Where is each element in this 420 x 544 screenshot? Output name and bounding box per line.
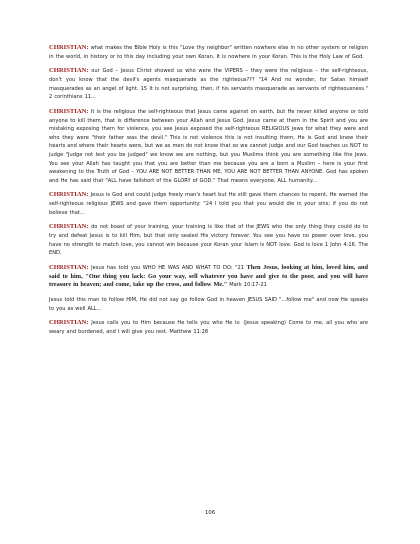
paragraph-7	[49, 296, 368, 313]
paragraph-4	[49, 191, 368, 217]
speaker-label: CHRISTIAN:	[49, 107, 89, 115]
speaker-label: CHRISTIAN:	[49, 191, 89, 199]
paragraph-text: what makes the Bible Holy is this "Love thy neighbor" written nowhere else in no other system or religion in the world, in history or to this day including your own Koran. It is nowhere in your Koran. This is the Holy Law of God.	[49, 45, 368, 60]
paragraph-3	[49, 108, 368, 185]
bible-quote-bold: Then Jesus, looking at him, loved him, and said to him, "One thing you lack: Go your way, sell whatever you have and give to the poor, and you will have treasure in heaven; and come, take up the cross, and follow Me."	[49, 264, 369, 289]
paragraph-6	[49, 264, 368, 290]
paragraph-8	[49, 319, 368, 336]
paragraph-text: Jesus has told you WHO HE WAS AND WHAT TO DO: "21	[88, 265, 247, 271]
speaker-label: CHRISTIAN:	[49, 223, 89, 231]
paragraph-text: Jesus is God and could judge freely man's heart but He still gave them chances to repent, He warned the self-righteous religious JEWS and gave them opportunity: "24 I told you that you would die in your sins; if you do not believe that...	[49, 192, 368, 216]
paragraph-5	[49, 223, 368, 257]
paragraph-text: do not boast of your training, your training is like that of the JEWS who the only thing they could do to try and defeat Jesus is to kill Him, but that only sealed His victory forever. You see you have no power over love, you have no strength to match love, you cannot win because your Koran your Islam is NOT love. God is love 1 John 4:16. The END.	[49, 224, 368, 257]
scripture-reference: Mark 10:17-21	[227, 282, 267, 289]
paragraph-text: It is the religious the self-righteous that Jesus came against on earth, but He never killed anyone or told anyone to kill them, that is difference between your Allah and Jesus God. Jesus came at them in the Spirit and you are mistaking exposing them for violence, you see Jesus exposed the self-righteous RELIGIOUS Jews for what they were and who they were "their father was the devil." This is not violence this is not insulting them, He is God and knew their hearts and where their hearts were, but we as men do not know that so we cannot judge and our God teaches us NOT to judge "Judge not lest you be judged" we know we are nothing, but you Muslims think you are something like the Jews. You see your Allah has taught you that you are better than me because you are a born a Muslim – here is your first awakening to the Truth of God – YOU ARE NOT BETTER THAN ME, YOU ARE NOT BETTER THAN ANYONE. God has spoken and He has said that "ALL have fallshort of the GLORY of GOD." That means everyone, ALL humanity...	[49, 108, 368, 184]
paragraph-text: Jesus calls you to Him because He tells you who He is: (Jesus speaking) Come to me, all you who are weary and burdened, and I will give you rest. Matthew 11:28	[49, 320, 368, 335]
paragraph-1	[49, 44, 368, 61]
page-number: 106	[204, 510, 216, 516]
speaker-label: CHRISTIAN:	[49, 319, 89, 327]
paragraph-text: our God – Jesus Christ showed us who were the VIPERS – they were the religious – the self-righteous, don't you know that the devil's agents masquerade as the righteous??? "14 And no wonder, for Satan himself masquerades as an angel of light. 15 It is not surprising, then, if his servants masquerade as servants of righteousness." 2 corinthians 11...	[49, 68, 368, 101]
speaker-label: CHRISTIAN:	[49, 67, 89, 75]
paragraph-text: Jesus told this man to follow HIM, He did not say go follow God in heaven JESUS SAID "...follow me" and now He speaks to you as well ALL...	[49, 296, 368, 312]
paragraph-2	[49, 67, 368, 101]
speaker-label: CHRISTIAN:	[49, 44, 89, 51]
speaker-label: CHRISTIAN:	[49, 264, 89, 271]
